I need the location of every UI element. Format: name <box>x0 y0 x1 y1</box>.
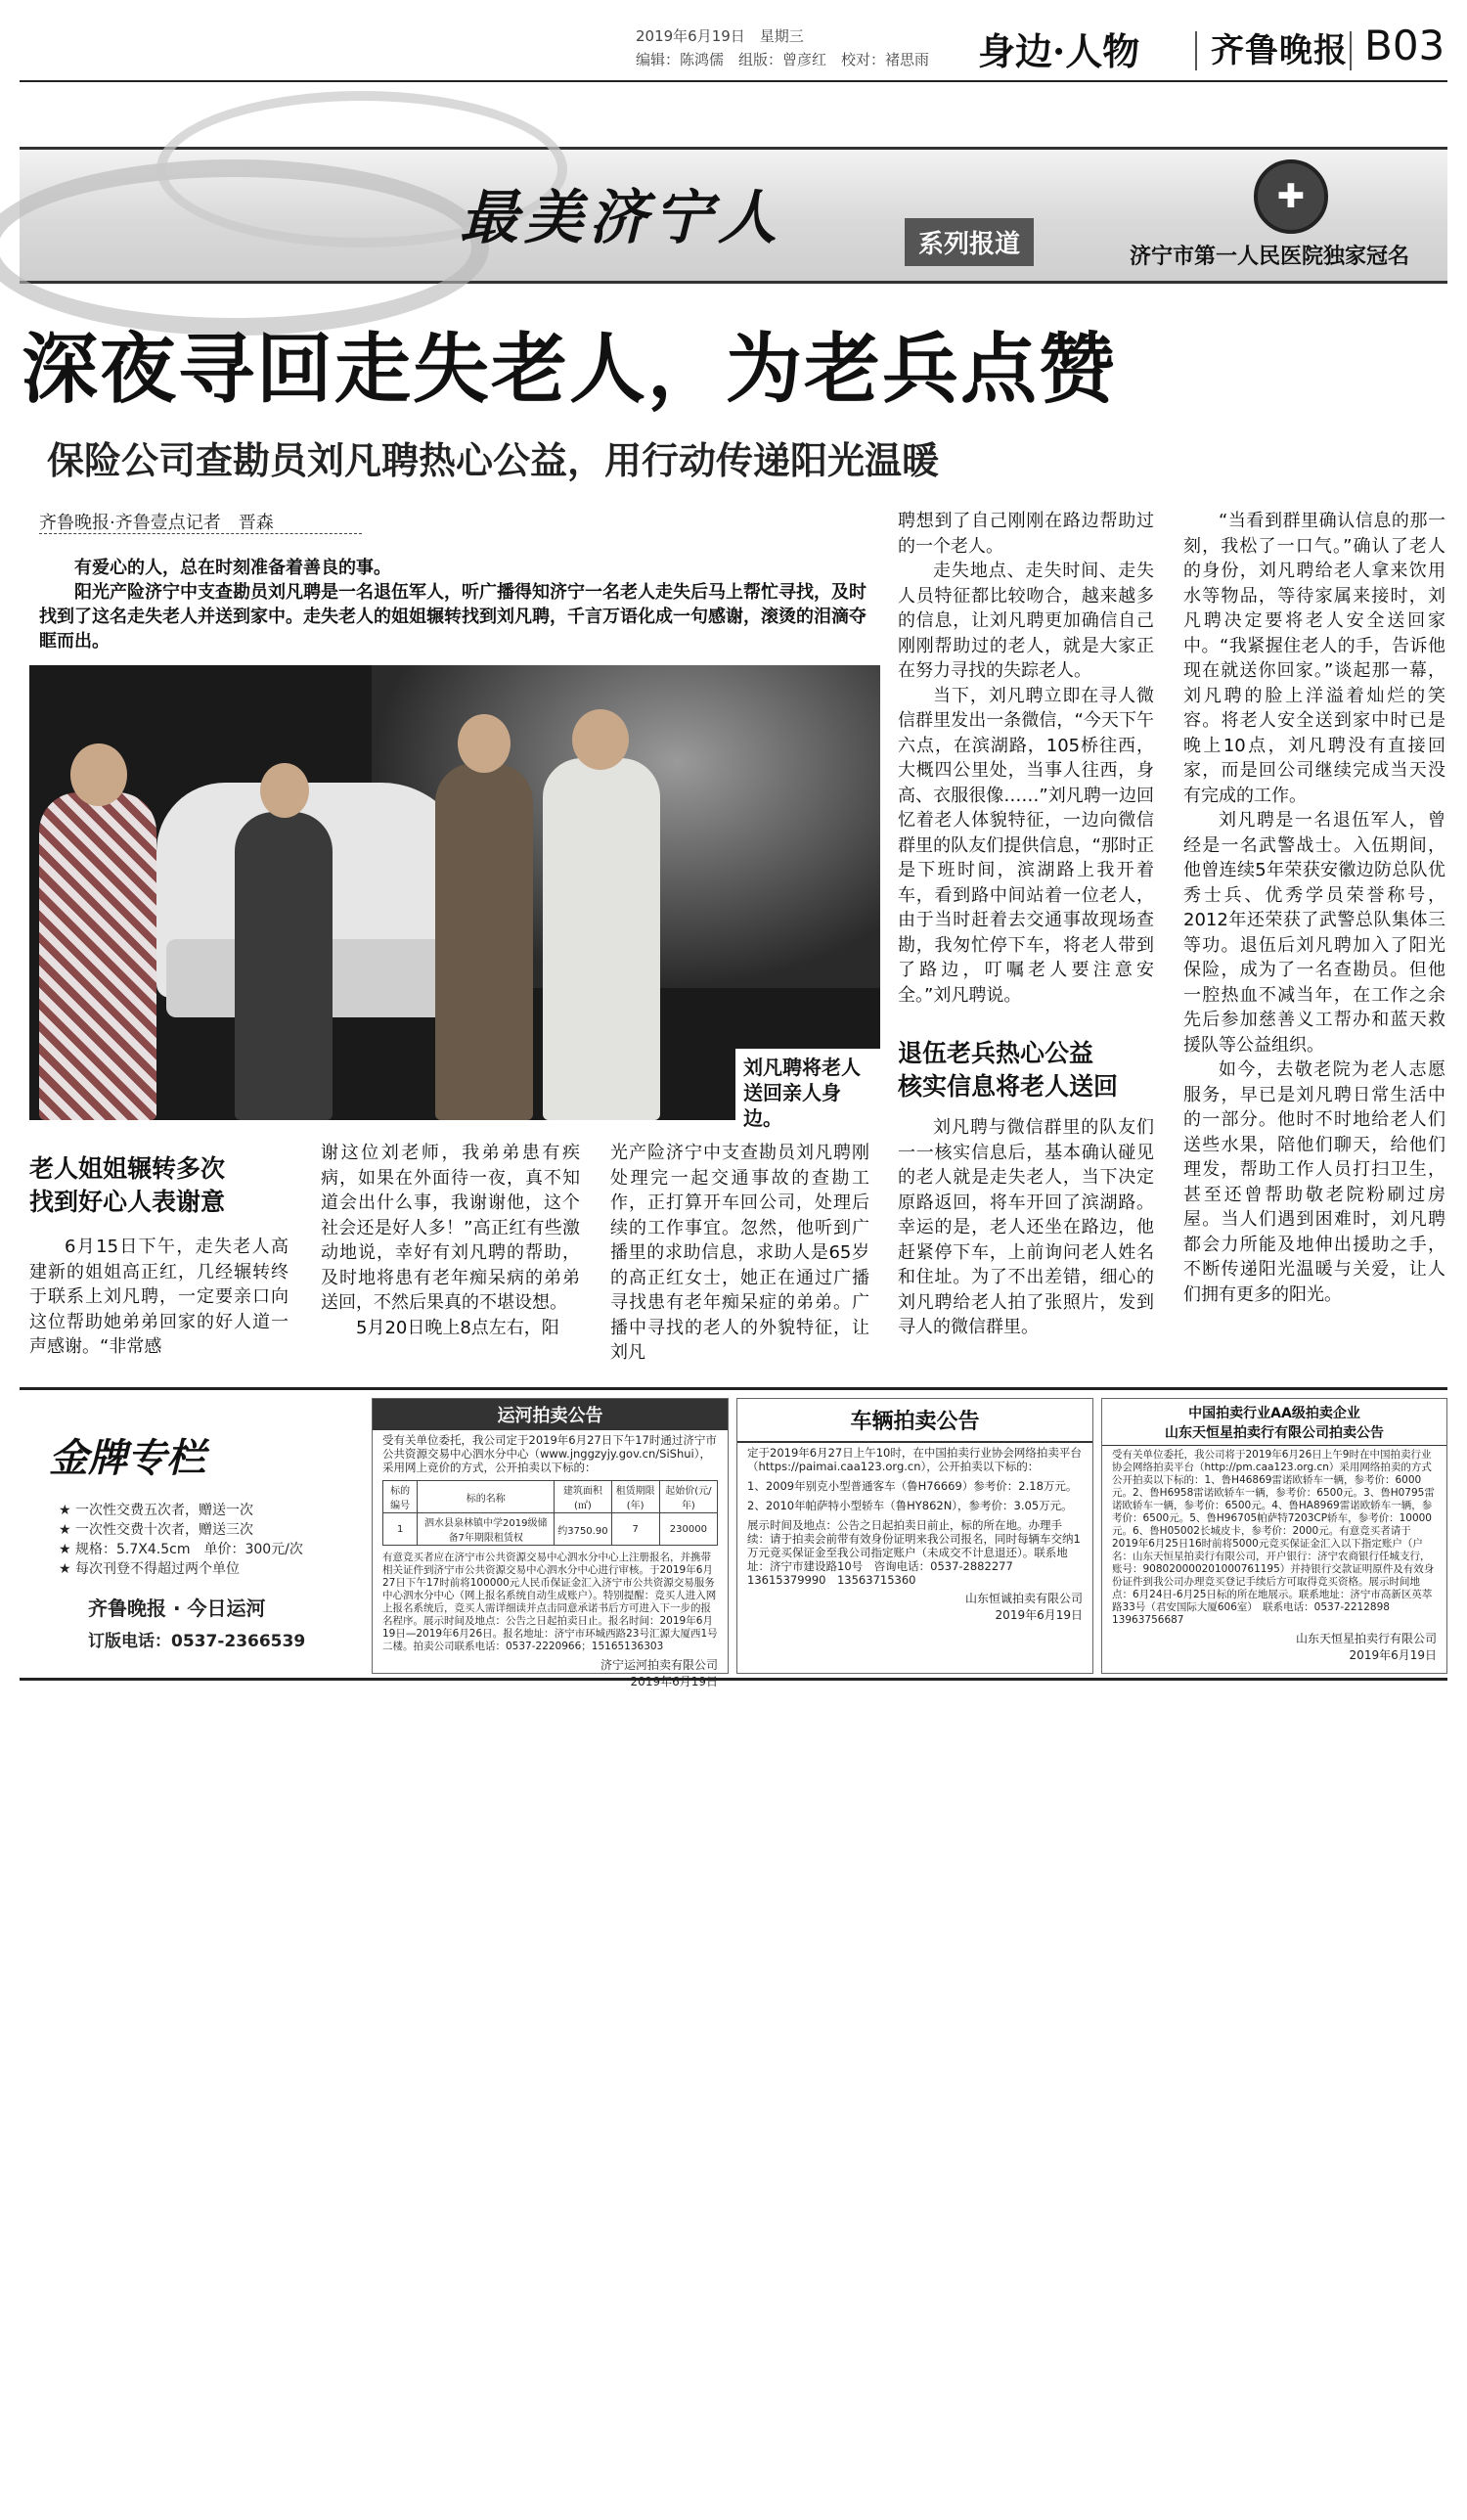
hospital-logo-icon: ✚ <box>1254 159 1328 234</box>
vehicle-date: 2019年6月19日 <box>995 1608 1083 1622</box>
article-column <box>321 1141 580 1340</box>
section-name: 身边·人物 <box>978 29 1140 73</box>
vehicle-item: 1、2009年别克小型普通客车（鲁H76669）参考价：2.18万元。 <box>747 1479 1078 1493</box>
table-header-cell: 起始价(元/年) <box>659 1481 717 1513</box>
body-paragraph: 光产险济宁中支查勘员刘凡聘刚处理完一起交通事故的查勘工作，正打算开车回公司，处理后续的工作事宜。忽然，他听到广播里的求助信息，求助人是65岁的高正红女士，她正在通过广播寻找患有老年痴呆症的弟弟。广播中寻找的老人的外貌特征，让刘凡 <box>610 1143 869 1363</box>
series-tag: 系列报道 <box>905 218 1034 266</box>
masthead-divider <box>1350 31 1352 70</box>
tianheng-title: 中国拍卖行业AA级拍卖企业 <box>1188 1406 1360 1421</box>
lead-paragraph: 有爱心的人，总在时刻准备着善良的事。 <box>74 558 391 578</box>
masthead-divider <box>1195 31 1197 70</box>
tianheng-body: 受有关单位委托，我公司将于2019年6月26日上午9时在中国拍卖行业协会网络拍卖平台（http://pm.caa123.org.cn）采用网络拍卖的方式公开拍卖以下标的：1、鲁H46869雷诺欧轿车一辆，参考价：6000元。2、鲁H6958雷诺欧轿车一辆，参考价：6500元。3、鲁H0795雷诺欧轿车一辆，参考价：6500元。4、鲁HA8969雷诺欧轿车一辆，参考价：6500元。5、鲁H96705帕萨特7203CP轿车，参考价：10000元。6、鲁H05002长城皮卡，参考价：2000元。有意竞买者请于2019年6月25日16时前将5000元竞买保证金汇入以下指定账户（户名：山东天恒星拍卖行有限公司，开户银行：济宁农商银行任城支行，账号：908020000201000761195）并持银行交款证明原件及有效身份证件到我公司办理竞买登记手续后方可取得竞买资格。展示时间地点：6月24日-6月25日标的所在地展示。联系地址：济宁市高新区英萃路33号（君安国际大厦606室） 联系电话：0537-2212898 13963756687 <box>1112 1449 1435 1626</box>
vehicle-intro: 定于2019年6月27日上午10时，在中国拍卖行业协会网络拍卖平台（https://paimai.caa123.org.cn），公开拍卖以下标的： <box>747 1446 1082 1473</box>
tianheng-title: 山东天恒星拍卖行有限公司拍卖公告 <box>1102 1422 1446 1446</box>
jinpai-ad <box>20 1398 367 1674</box>
article-headline: 深夜寻回走失老人，为老兵点赞 <box>22 326 1118 414</box>
jinpai-item: ★ 规格：5.7X4.5cm 单价：300元/次 <box>59 1542 303 1557</box>
table-header-cell: 标的编号 <box>383 1481 418 1513</box>
photo-caption: 刘凡聘将老人送回亲人身边。 <box>735 1049 882 1135</box>
article-subheadline: 保险公司查勘员刘凡聘热心公益，用行动传递阳光温暖 <box>47 439 940 482</box>
date-line: 2019年6月19日 星期三 <box>636 27 804 45</box>
body-paragraph: 当下，刘凡聘立即在寻人微信群里发出一条微信，“今天下午六点，在滨湖路，105桥往西，大概四公里处，当事人往西，身高、衣服很像……”刘凡聘一边回忆着老人体貌特征，一边向微信群里的队友们提供信息，“那时正是下班时间，滨湖路上我开着车，看到路中间站着一位老人，由于当时赶着去交通事故现场查勘，我匆忙停下车，将老人带到了路边，叮嘱老人要注意安全。”刘凡聘说。 <box>898 685 1154 1006</box>
jinpai-paper: 齐鲁晚报 · 今日运河 <box>88 1597 266 1620</box>
section-subtitle: 退伍老兵热心公益 核实信息将老人送回 <box>898 1039 1119 1101</box>
section-subtitle: 老人姐姐辗转多次 找到好心人表谢意 <box>29 1154 226 1216</box>
table-cell: 7 <box>611 1513 659 1546</box>
vehicle-item: 2、2010年帕萨特小型轿车（鲁HY862N），参考价：3.05万元。 <box>747 1499 1073 1512</box>
ads-strip <box>20 1387 1447 1688</box>
table-cell: 约3750.90 <box>555 1513 611 1546</box>
tianheng-company: 山东天恒星拍卖行有限公司 <box>1295 1632 1437 1645</box>
jinpai-phone: 订版电话：0537-2366539 <box>88 1632 306 1651</box>
vehicle-body: 展示时间及地点：公告之日起拍卖日前止，标的所在地。办理手续：请于拍卖会前带有效身份证明来我公司报名，同时每辆车交纳1万元竞买保证金至我公司指定账户（未成交不计息退还）。联系地址：济宁市建设路10号 咨询电话：0537-2882277 13615379990 13563715360 <box>747 1518 1081 1587</box>
article-column <box>898 509 1154 1008</box>
series-banner <box>20 147 1447 284</box>
body-paragraph: 走失地点、走失时间、走失人员特征都比较吻合，越来越多的信息，让刘凡聘更加确信自己刚刚帮助过的老人，就是大家正在努力寻找的失踪老人。 <box>898 561 1154 681</box>
table-header-cell: 标的名称 <box>418 1481 555 1513</box>
vehicle-company: 山东恒诚拍卖有限公司 <box>964 1592 1083 1605</box>
jinpai-title: 金牌专栏 <box>49 1435 205 1481</box>
jinpai-item: ★ 一次性交费十次者，赠送三次 <box>59 1522 254 1538</box>
vehicle-auction-notice <box>736 1398 1093 1674</box>
jinpai-items <box>20 1483 367 1579</box>
banner-title: 最美济宁人 <box>460 184 782 252</box>
table-header-cell: 建筑面积(㎡) <box>555 1481 611 1513</box>
tianheng-date: 2019年6月19日 <box>1349 1648 1437 1662</box>
article-column <box>610 1141 869 1366</box>
article-column <box>898 1115 1154 1340</box>
editors-line: 编辑：陈鸿儒 组版：曾彦红 校对：褚思雨 <box>636 51 930 68</box>
page-number: B03 <box>1364 22 1445 69</box>
article-column <box>29 1235 289 1360</box>
masthead-rule <box>20 80 1447 82</box>
body-paragraph: 如今，去敬老院为老人志愿服务，早已是刘凡聘日常生活中的一部分。他时不时地给老人们送些水果，陪他们聊天，给他们理发，帮助工作人员打扫卫生，甚至还曾帮助敬老院粉刷过房屋。当人们遇到困难时，刘凡聘都会力所能及地伸出援助之手，不断传递阳光温暖与关爱，让人们拥有更多的阳光。 <box>1183 1059 1445 1305</box>
body-paragraph: 5月20日晚上8点左右，阳 <box>356 1317 559 1338</box>
newspaper-brand: 齐鲁晚报 <box>1211 31 1348 70</box>
body-paragraph: “当看到群里确认信息的那一刻，我松了一口气。”确认了老人的身份，刘凡聘给老人拿来饮用水等物品，等待家属来接时，刘凡聘决定要将老人安全送回家中。“我紧握住老人的手，告诉他现在就送你回家。”谈起那一幕，刘凡聘的脸上洋溢着灿烂的笑容。将老人安全送到家中时已是晚上10点，刘凡聘没有直接回家，而是回公司继续完成当天没有完成的工作。 <box>1183 511 1445 806</box>
jinpai-item: ★ 每次刊登不得超过两个单位 <box>59 1561 241 1577</box>
body-paragraph: 谢这位刘老师，我弟弟患有疾病，如果在外面待一夜，真不知道会出什么事，我谢谢他，这个社会还是好人多！”高正红有些激动地说，幸好有刘凡聘的帮助，及时地将患有老年痴呆病的弟弟送回，不然后果真的不堪设想。 <box>321 1143 580 1313</box>
table-cell: 230000 <box>659 1513 717 1546</box>
article-lead <box>39 556 870 653</box>
body-paragraph: 刘凡聘是一名退伍军人，曾经是一名武警战士。入伍期间，他曾连续5年荣获安徽边防总队优秀士兵、优秀学员荣誉称号，2012年还荣获了武警总队集体三等功。退伍后刘凡聘加入了阳光保险，成为了一名查勘员。但他一腔热血不减当年，在工作之余先后参加慈善义工帮办和蓝天救援队等公益组织。 <box>1183 810 1445 1056</box>
jinpai-item: ★ 一次性交费五次者，赠送一次 <box>59 1503 254 1518</box>
banner-sponsor: 济宁市第一人民医院独家冠名 <box>1130 245 1410 269</box>
byline-rule <box>39 533 362 534</box>
body-paragraph: 刘凡聘与微信群里的队友们一一核实信息后，基本确认碰见的老人就是走失老人，当下决定原路返回，将车开回了滨湖路。幸运的是，老人还坐在路边，他赶紧停下车，上前询问老人姓名和住址。为了不出差错，细心的刘凡聘给老人拍了张照片，发到寻人的微信群里。 <box>898 1117 1154 1337</box>
lead-paragraph: 阳光产险济宁中支查勘员刘凡聘是一名退伍军人，听广播得知济宁一名老人走失后马上帮忙寻找，及时找到了这名走失老人并送到家中。走失老人的姐姐辗转找到刘凡聘，千言万语化成一句感谢，滚烫的泪滴夺眶而出。 <box>39 582 867 652</box>
yunhe-auction-notice <box>372 1398 729 1688</box>
yunhe-body: 有意竞买者应在济宁市公共资源交易中心泗水分中心上注册报名，并携带相关证件到济宁市公共资源交易中心泗水分中心进行审核。于2019年6月27日下午17时前将100000元人民币保证金汇入济宁市公共资源交易服务中心泗水分中心（网上报名系统自动生成账户）。特别提醒：竞买人进入网上报名系统后，竞买人需详细读并点击同意承诺书后方可进入下一步的报名程序。展示时间及地点：公告之日起拍卖日止。报名时间：2019年6月19日—2019年6月26日。报名地址：济宁市环城西路23号汇源大厦西1号二楼。拍卖公司联系电话：0537-2220966；15165136303 <box>382 1552 718 1652</box>
table-cell: 泗水县泉林镇中学2019级储备7年期限租赁权 <box>418 1513 555 1546</box>
article-column <box>1183 509 1445 1307</box>
yunhe-company: 济宁运河拍卖有限公司 <box>600 1658 718 1672</box>
body-paragraph: 聘想到了自己刚刚在路边帮助过的一个老人。 <box>898 511 1154 557</box>
body-paragraph: 6月15日下午，走失老人高建新的姐姐高正红，几经辗转终于联系上刘凡聘，一定要亲口向这位帮助她弟弟回家的好人道一声感谢。“非常感 <box>29 1237 289 1357</box>
table-cell: 1 <box>383 1513 418 1546</box>
yunhe-lot-table <box>382 1480 718 1546</box>
byline: 齐鲁晚报·齐鲁壹点记者 晋森 <box>39 513 274 533</box>
yunhe-date: 2019年6月19日 <box>630 1675 718 1688</box>
yunhe-intro: 受有关单位委托，我公司定于2019年6月27日下午17时通过济宁市公共资源交易中心泗水分中心（www.jnggzyjy.gov.cn/SiShui），采用网上竞价的方式，公开拍卖以下标的： <box>382 1433 717 1474</box>
yunhe-title: 运河拍卖公告 <box>373 1399 728 1430</box>
table-header-cell: 租赁期限(年) <box>611 1481 659 1513</box>
tianheng-auction-notice <box>1101 1398 1447 1674</box>
vehicle-title: 车辆拍卖公告 <box>737 1399 1092 1443</box>
